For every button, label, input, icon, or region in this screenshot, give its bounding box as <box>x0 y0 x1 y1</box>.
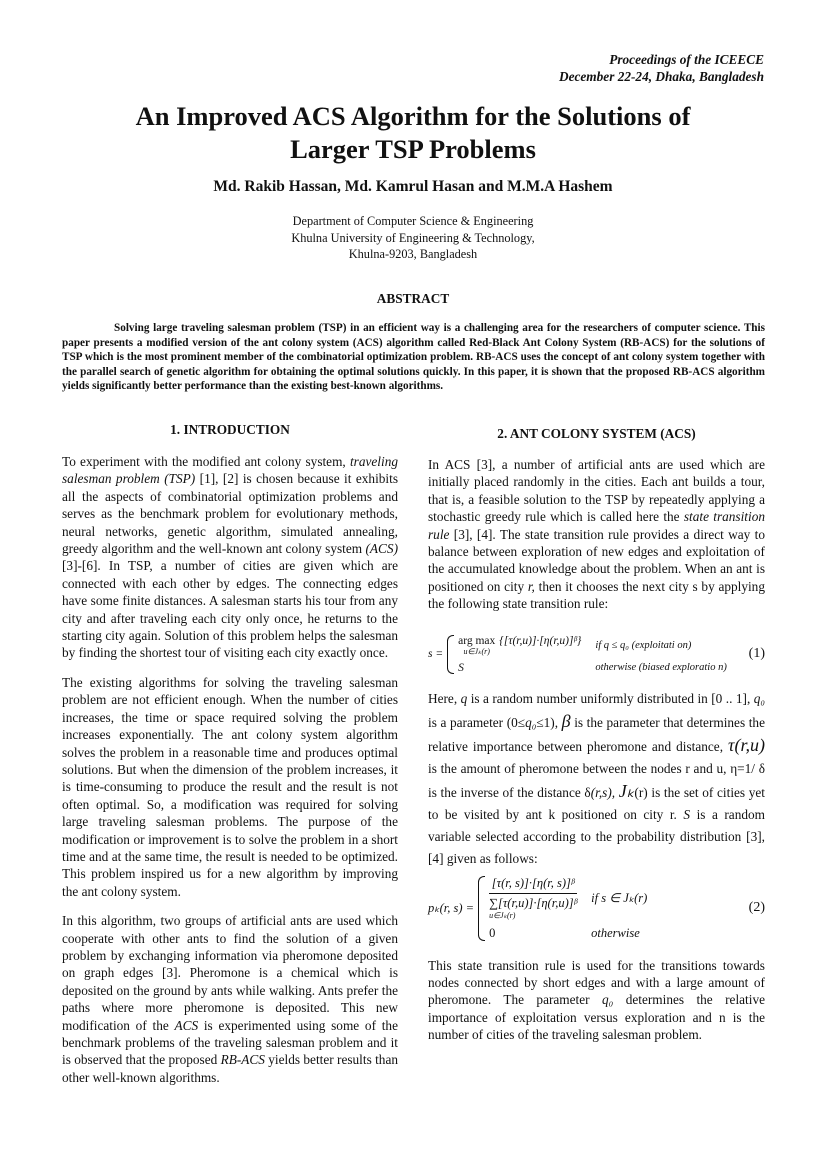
text-run: is a random variable selected according to the probability distribution [3], [4] given as follows: <box>428 806 765 866</box>
intro-paragraph-1 <box>62 453 398 662</box>
text-run: In ACS [3], a number of artificial ants are used which are initially placed randomly in the cities. Each ant builds a tour, that is, a feasible solution to the TSP by repeatedly applying a stochastic greedy rule which is called here the <box>428 457 765 525</box>
text-run: The existing algorithms for solving the traveling salesman problem are not efficient enough. When the number of cities increases, the time or space required solving the problem increases exponentially. The ant colony system algorithm solves the problem in a reasonable time and produces optimal solutions. But when the dimension of the problem increases, it is time-consuming to produce the result and the result is not often optimal. So, a modification was required for solving large traveling salesman problems. The purpose of the modification or improvement is to solve the problem in a short time and at the same time, the result is needed to be optimized. This problem inspired us for a new algorithm by improving the ant colony system. <box>62 674 398 899</box>
eq1-argmax: arg max <box>458 634 496 647</box>
right-column <box>428 425 765 1044</box>
italic-text-run: (ACS) <box>365 541 398 557</box>
text-run: ≤1), <box>536 714 562 730</box>
abstract-text: Solving large traveling salesman problem (TSP) in an efficient way is a challenging area for the researchers of computer science. This paper presents a modified version of the ant colony system (ACS) algorithm called Red-Black Ant Colony System (RB-ACS) for the solutions of TSP which is the most prominent member of the combinatorial optimization problem. RB-ACS uses the concept of ant colony system together with the parallel search of genetic algorithm for obtaining the optimal solutions quickly. In this paper, it is shown that the proposed RB-ACS algorithm yields significantly better performance than the existing best-known algorithms. <box>62 322 765 393</box>
intro-paragraph-2 <box>62 674 398 900</box>
equation-2 <box>428 876 765 941</box>
italic-text-run: state transition rule <box>428 509 765 542</box>
paper-title <box>60 100 766 166</box>
text-run: [3]-[6]. In TSP, a number of cities are given which are connected with each other by edges. The connecting edges have some finite distances. A salesman starts his tour from any city and after traveling each city only once, he returns to the starting city again. Solution of this problem helps the salesman by finding the shortest tour of visiting each city exactly once. <box>62 558 398 661</box>
acs-paragraph-1 <box>428 456 765 613</box>
eq1-row1-expression <box>458 635 581 656</box>
text-run: This state transition rule is used for the transitions towards nodes connected by short edges and with a large amount of pheromone. The parameter <box>428 957 765 1008</box>
eq1-brace <box>447 635 454 674</box>
proceedings-name: Proceedings of the ICEECE <box>609 52 764 67</box>
text-run: To experiment with the modified ant colony system, <box>62 454 350 469</box>
left-column <box>62 421 398 1086</box>
eq1-row2: S <box>458 661 464 674</box>
eq2-brace <box>478 876 485 941</box>
italic-text-run: q₀ <box>602 992 614 1008</box>
equation-1 <box>428 635 765 674</box>
italic-text-run: β <box>561 710 571 731</box>
section-heading-acs: 2. ANT COLONY SYSTEM (ACS) <box>497 426 696 441</box>
text-run: is experimented using some of the benchmark problems of the traveling salesman problem and it is observed that the proposed <box>62 1017 398 1068</box>
eq2-denominator-sub: u∈Jₖ(r) <box>489 910 516 920</box>
eq1-cond1: if q ≤ q₀ (exploitati on) <box>595 639 692 651</box>
text-run: [1], [2] is chosen because it exhibits all the aspects of combinatorial optimization problems and serves as the benchmark problem for evolutionary methods, neural networks, genetic algorithm, simulated annealing, greedy algorithm and the well-known ant colony system <box>62 471 398 557</box>
text-run: then it chooses the next city s by applying the following state transition rule: <box>428 578 765 612</box>
affiliation-line-1: Department of Computer Science & Engineering <box>292 214 534 228</box>
text-run: [3], [4]. The state transition rule provides a direct way to balance between exploration of new edges and exploitation of the accumulated knowledge about the problem. When an ant is positioned on city <box>428 526 765 594</box>
italic-text-run: RB-ACS <box>220 1052 265 1068</box>
text-run: yields better results than other well-known algorithms. <box>62 1052 399 1085</box>
affiliation <box>60 213 766 263</box>
authors: Md. Rakib Hassan, Md. Kamrul Hasan and M.M.A Hashem <box>213 178 613 195</box>
eq2-lhs: pₖ(r, s) = <box>428 901 475 916</box>
acs-paragraph-2 <box>428 688 765 870</box>
affiliation-line-3: Khulna-9203, Bangladesh <box>348 247 478 261</box>
eq1-cond2: otherwise (biased exploratio n) <box>595 662 727 674</box>
italic-text-run: r, <box>527 578 535 594</box>
italic-text-run: q₀ <box>525 714 537 730</box>
text-run: In this algorithm, two groups of artificial ants are used which cooperate with other ants to find the solution of a given problem by exchanging information via pheromone deposited on graph edges [3]. Pheromone is a chemical which is deposited on the ground by ants while walking. Ants prefer the paths where more pheromone is deposited. This new modification of the <box>62 913 398 1033</box>
text-run: is a parameter (0≤ <box>428 714 526 730</box>
italic-text-run: (r,s), <box>590 784 616 800</box>
eq1-number: (1) <box>748 646 765 662</box>
text-run: Here, <box>428 690 461 706</box>
eq2-cases <box>489 876 647 941</box>
italic-text-run: ACS <box>174 1017 199 1033</box>
abstract-heading: ABSTRACT <box>376 291 450 306</box>
eq2-cond2: otherwise <box>591 925 640 940</box>
italic-text-run: S <box>683 806 691 822</box>
eq1-lhs: s = <box>428 648 444 661</box>
italic-text-run: traveling salesman problem (TSP) <box>62 454 398 487</box>
eq1-argmax-sub: u∈Jₖ(r) <box>463 646 490 656</box>
eq2-number: (2) <box>748 900 765 916</box>
italic-text-run: q₀ <box>753 690 765 706</box>
eq2-denominator: ∑[τ(r,u)]·[η(r,u)]ᵝ <box>489 895 578 910</box>
eq2-row2: 0 <box>489 925 496 940</box>
title-line-1: An Improved ACS Algorithm for the Solutions of <box>135 101 691 131</box>
proceedings-dates: December 22-24, Dhaka, Bangladesh <box>559 68 764 84</box>
eq2-fraction <box>489 876 577 920</box>
eq2-cond1: if s ∈ Jₖ(r) <box>591 890 648 905</box>
text-run: determines the relative importance of exploitation versus exploration and n is the number of cities of the traveling salesman problem. <box>428 992 765 1043</box>
eq1-argmax-group <box>458 635 495 656</box>
title-line-2: Larger TSP Problems <box>290 134 536 164</box>
text-run: is a random number uniformly distributed in [0 .. 1], <box>467 690 754 706</box>
affiliation-line-2: Khulna University of Engineering & Technology, <box>291 230 535 245</box>
italic-text-run: q <box>460 690 468 706</box>
text-run: is the amount of pheromone between the nodes r and u, η=1/ δ is the inverse of the distance δ <box>428 760 765 800</box>
text-run: (r) is the set of cities yet to be visited by ant k positioned on city r. <box>428 784 766 822</box>
acs-paragraph-3 <box>428 957 765 1044</box>
eq1-cases <box>458 635 727 674</box>
text-run: is the parameter that determines the relative importance between pheromone and distance, <box>428 714 765 754</box>
proceedings-header <box>559 52 764 85</box>
section-heading-introduction: 1. INTRODUCTION <box>170 422 290 437</box>
italic-text-run: τ(r,u) <box>728 734 765 755</box>
eq1-body: {[τ(r,u)]·[η(r,u)]ᵝ} <box>499 634 582 647</box>
intro-paragraph-3 <box>62 912 398 1086</box>
italic-text-run: Jₖ <box>618 780 635 801</box>
eq2-numerator: [τ(r, s)]·[η(r, s)]ᵝ <box>489 876 577 894</box>
